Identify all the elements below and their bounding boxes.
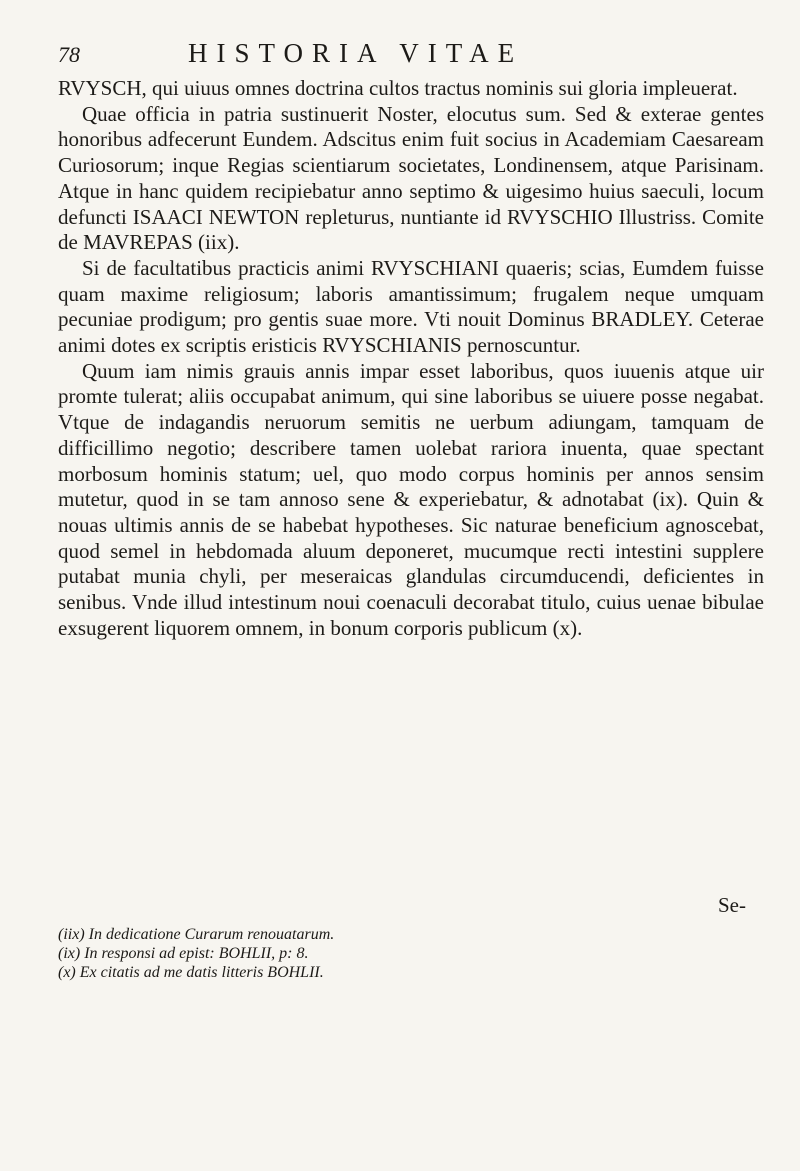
paragraph-1: RVYSCH, qui uiuus omnes doctrina cultos tractus nominis sui gloria impleuerat. <box>58 76 738 100</box>
running-title: HISTORIA VITAE <box>188 38 524 68</box>
footnote-x: (x) Ex citatis ad me datis litteris BOHLII. <box>58 964 324 981</box>
page-header <box>58 38 758 68</box>
page-number: 78 <box>58 42 80 67</box>
paragraph-3: Si de facultatibus practicis animi RVYSCHIANI quaeris; scias, Eumdem fuisse quam maxime religiosum; laboris amantissimum; frugalem neque umquam pecuniae prodigum; pro gentis suae more. Vti nouit Dominus BRADLEY. Ceterae animi dotes ex scriptis eristicis RVYSCHIANIS pernoscuntur. <box>58 255 764 358</box>
footnote-iix: (iix) In dedicatione Curarum renouatarum. <box>58 926 335 943</box>
footnotes <box>58 925 764 982</box>
paragraph-4: Quum iam nimis grauis annis impar esset laboribus, quos iuuenis atque uir promte tulerat; aliis occupabat animum, qui sine laboribus se uiuere posse negabat. Vtque de indagandis neruorum semitis ne uerbum adiungam, tamquam de difficillimo negotio; describere tamen uolebat rariora inuenta, quae spectant morbosum hominis statum; uel, quo modo corpus hominis per annos sensim mutetur, quod in se tam annoso sene & experiebatur, & adnotabat (ix). Quin & nouas ultimis annis de se habebat hypotheses. Sic naturae beneficium agnoscebat, quod semel in hebdomada aluum deponeret, mucumque recti intestini supplere putabat munia chyli, per meseraicas glandulas circumducendi, deficientes in senibus. Vnde illud intestinum noui coenaculi decorabat titulo, cuius uenae bibulae exsugerent liquorem omnem, in bonum corporis publicum (x). <box>58 358 764 640</box>
paragraph-2: Quae officia in patria sustinuerit Noster, elocutus sum. Sed & exterae gentes honoribus adfecerunt Eundem. Adscitus enim fuit socius in Academiam Caesaream Curiosorum; inque Regias scientiarum societates, Londinensem, atque Parisinam. Atque in hanc quidem recipiebatur anno septimo & uigesimo huius saeculi, locum defuncti ISAACI NEWTON repleturus, nuntiante id RVYSCHIO Illustriss. Comite de MAVREPAS (iix). <box>58 101 764 255</box>
catchword: Se- <box>718 893 746 917</box>
footnote-ix: (ix) In responsi ad epist: BOHLII, p: 8. <box>58 945 309 962</box>
body-text <box>58 76 764 641</box>
